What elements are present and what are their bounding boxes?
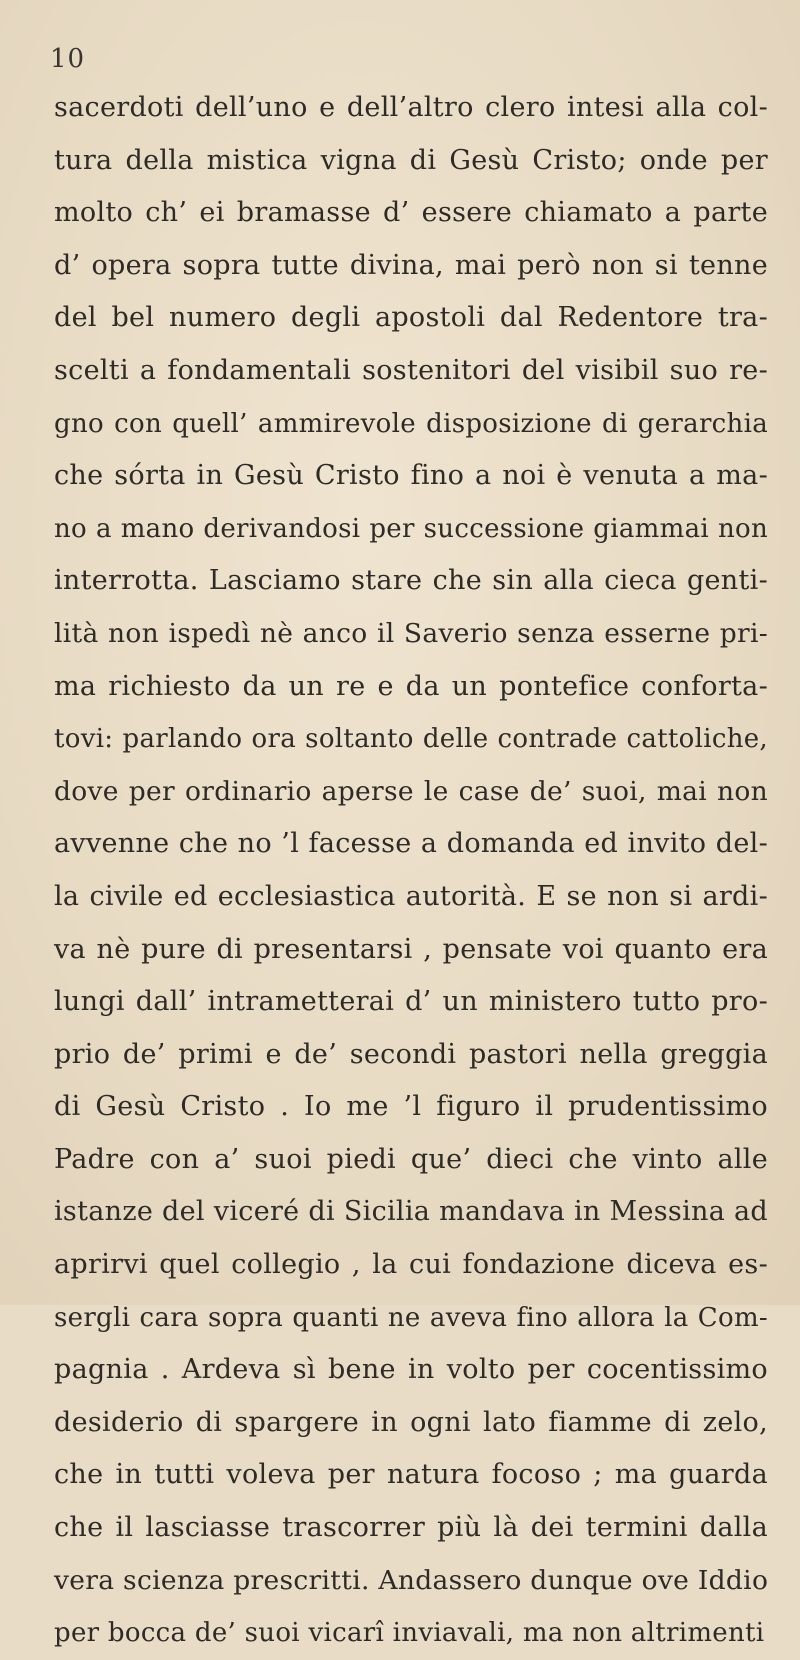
text-line: ma richiesto da un re e da un pontefice conforta-	[54, 670, 768, 702]
text-line: che sórta in Gesù Cristo fino a noi è venuta a ma-	[54, 460, 768, 492]
text-line: la civile ed ecclesiastica autorità. E se non si ardi-	[54, 880, 768, 912]
text-line: gno con quell’ ammirevole disposizione di gerarchia	[54, 408, 768, 439]
text-line: desiderio di spargere in ogni lato fiamme di zelo,	[54, 1406, 768, 1438]
text-line: lità non ispedì nè anco il Saverio senza esserne pri-	[54, 617, 768, 649]
text-line: molto ch’ ei bramasse d’ essere chiamato a parte	[54, 197, 768, 229]
text-line: pagnia . Ardeva sì bene in volto per cocentissimo	[54, 1354, 768, 1386]
text-line: che il lasciasse trascorrer più là dei termini dalla	[54, 1512, 768, 1544]
text-line: per bocca de’ suoi vicarî inviavali, ma non altrimenti	[54, 1618, 765, 1649]
text-line: aprirvi quel collegio , la cui fondazione diceva es-	[54, 1249, 768, 1281]
body-text	[54, 82, 768, 1660]
text-line: di Gesù Cristo . Io me ’l figuro il prudentissimo	[54, 1091, 768, 1123]
text-line: istanze del viceré di Sicilia mandava in Messina ad	[54, 1196, 768, 1228]
text-line: prio de’ primi e de’ secondi pastori nella greggia	[54, 1038, 768, 1070]
text-line: Padre con a’ suoi piedi que’ dieci che vinto alle	[54, 1143, 768, 1175]
page-number: 10	[50, 44, 86, 74]
text-line: interrotta. Lasciamo stare che sin alla cieca genti-	[54, 565, 768, 597]
text-line: avvenne che no ’l facesse a domanda ed invito del-	[54, 828, 768, 860]
text-line: tovi: parlando ora soltanto delle contrade cattoliche,	[54, 724, 768, 755]
text-line: d’ opera sopra tutte divina, mai però non si tenne	[54, 249, 768, 281]
text-line: sacerdoti dell’uno e dell’altro clero intesi alla col-	[54, 92, 768, 123]
text-line: che in tutti voleva per natura focoso ; ma guarda	[54, 1459, 768, 1491]
text-line: sergli cara sopra quanti ne aveva fino allora la Com-	[54, 1302, 768, 1333]
text-line: tura della mistica vigna di Gesù Cristo; onde per	[54, 144, 768, 176]
text-line: vera scienza prescritti. Andassero dunque ove Iddio	[54, 1564, 769, 1596]
text-line: scelti a fondamentali sostenitori del visibil suo re-	[54, 354, 768, 386]
text-line: del bel numero degli apostoli dal Redentore tra-	[54, 302, 768, 334]
text-line: lungi dall’ intrametterai d’ un ministero tutto pro-	[54, 986, 768, 1018]
text-line: dove per ordinario aperse le case de’ suoi, mai non	[54, 775, 768, 807]
text-line: no a mano derivandosi per successione giammai non	[54, 513, 768, 544]
text-line: va nè pure di presentarsi , pensate voi quanto era	[54, 933, 768, 965]
